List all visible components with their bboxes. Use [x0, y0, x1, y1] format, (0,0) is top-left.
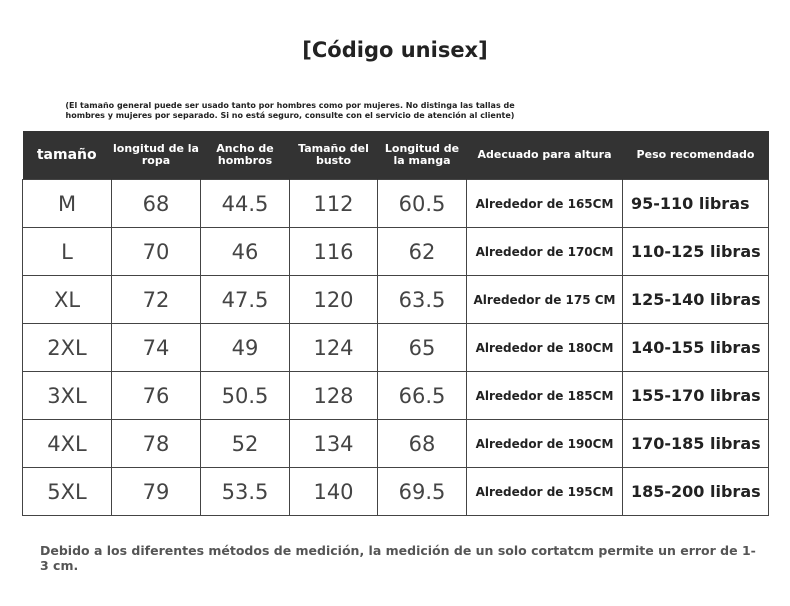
cell-length: 72	[112, 276, 201, 324]
cell-sleeve: 68	[378, 420, 467, 468]
cell-weight: 170-185 libras	[623, 420, 769, 468]
cell-size: M	[23, 180, 112, 228]
cell-bust: 128	[290, 372, 378, 420]
cell-length: 68	[112, 180, 201, 228]
cell-size: 5XL	[23, 468, 112, 516]
cell-bust: 124	[290, 324, 378, 372]
cell-bust: 112	[290, 180, 378, 228]
table-row	[23, 228, 769, 276]
header-bust: Tamaño del busto	[290, 131, 378, 180]
cell-shoulder: 50.5	[201, 372, 290, 420]
cell-shoulder: 52	[201, 420, 290, 468]
cell-weight: 155-170 libras	[623, 372, 769, 420]
cell-bust: 140	[290, 468, 378, 516]
cell-length: 78	[112, 420, 201, 468]
cell-weight: 140-155 libras	[623, 324, 769, 372]
cell-size: XL	[23, 276, 112, 324]
cell-bust: 116	[290, 228, 378, 276]
cell-height: Alrededor de 170CM	[467, 228, 623, 276]
cell-size: 2XL	[23, 324, 112, 372]
header-length: longitud de la ropa	[112, 131, 201, 180]
cell-shoulder: 46	[201, 228, 290, 276]
cell-size: 4XL	[23, 420, 112, 468]
cell-sleeve: 69.5	[378, 468, 467, 516]
cell-shoulder: 53.5	[201, 468, 290, 516]
header-weight: Peso recomendado	[623, 131, 769, 180]
header-size: tamaño	[23, 131, 112, 180]
cell-height: Alrededor de 175 CM	[467, 276, 623, 324]
cell-sleeve: 66.5	[378, 372, 467, 420]
cell-weight: 110-125 libras	[623, 228, 769, 276]
header-sleeve: Longitud de la manga	[378, 131, 467, 180]
cell-length: 70	[112, 228, 201, 276]
cell-height: Alrededor de 195CM	[467, 468, 623, 516]
cell-shoulder: 44.5	[201, 180, 290, 228]
cell-length: 76	[112, 372, 201, 420]
cell-shoulder: 49	[201, 324, 290, 372]
cell-sleeve: 63.5	[378, 276, 467, 324]
cell-sleeve: 65	[378, 324, 467, 372]
cell-weight: 95-110 libras	[623, 180, 769, 228]
cell-sleeve: 60.5	[378, 180, 467, 228]
page-title: [Código unisex]	[302, 38, 488, 62]
cell-length: 74	[112, 324, 201, 372]
table-row	[23, 372, 769, 420]
cell-height: Alrededor de 185CM	[467, 372, 623, 420]
cell-bust: 120	[290, 276, 378, 324]
table-row	[23, 276, 769, 324]
table-header-row	[23, 131, 769, 180]
cell-height: Alrededor de 190CM	[467, 420, 623, 468]
cell-weight: 125-140 libras	[623, 276, 769, 324]
cell-sleeve: 62	[378, 228, 467, 276]
cell-size: L	[23, 228, 112, 276]
cell-bust: 134	[290, 420, 378, 468]
cell-shoulder: 47.5	[201, 276, 290, 324]
table-row	[23, 180, 769, 228]
cell-height: Alrededor de 180CM	[467, 324, 623, 372]
size-table	[22, 131, 769, 516]
size-note: (El tamaño general puede ser usado tanto por hombres como por mujeres. No distinga las tallas de hombres y mujeres por separado. Si no está seguro, consulte con el servicio de atención al cliente)	[65, 101, 515, 120]
header-height: Adecuado para altura	[467, 131, 623, 180]
table-row	[23, 468, 769, 516]
cell-length: 79	[112, 468, 201, 516]
measurement-disclaimer: Debido a los diferentes métodos de medición, la medición de un solo cortatcm permite un error de 1-3 cm.	[40, 543, 756, 573]
table-row	[23, 420, 769, 468]
cell-height: Alrededor de 165CM	[467, 180, 623, 228]
table-row	[23, 324, 769, 372]
cell-weight: 185-200 libras	[623, 468, 769, 516]
cell-size: 3XL	[23, 372, 112, 420]
header-shoulder: Ancho de hombros	[201, 131, 290, 180]
